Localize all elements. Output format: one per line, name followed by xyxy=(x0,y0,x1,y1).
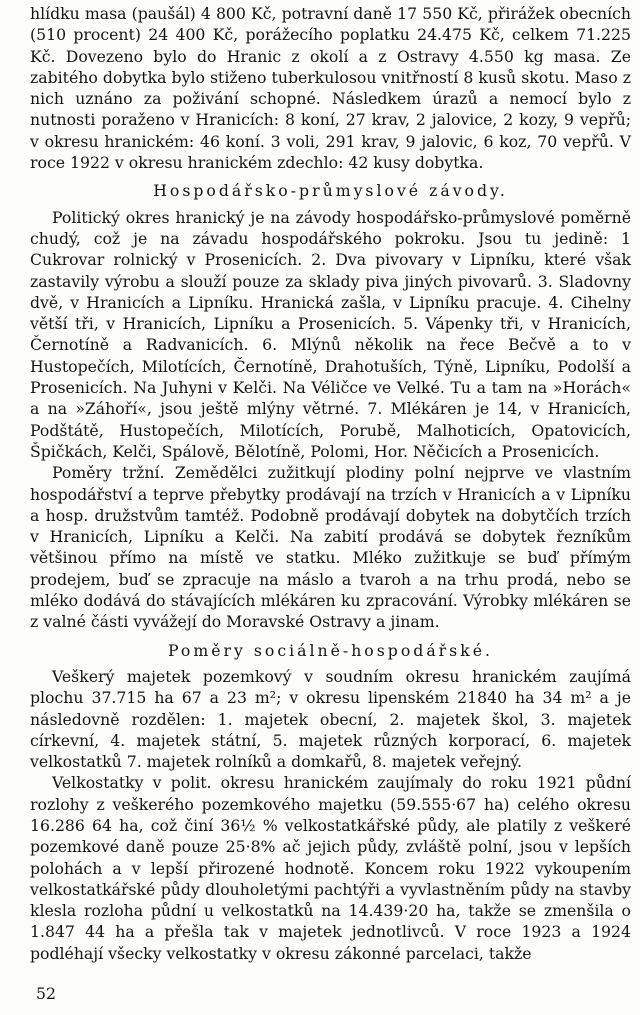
paragraph-industrial-plants: Politický okres hranický je na závody hospodářsko-průmyslové poměrně chudý, což je na závadu hospodářského pokroku. Jsou tu jedině: 1 Cukrovar rolnický v Prosenicích. 2. Dva pivovary v Lipníku, které však zastavily výrobu a slouží pouze za sklady piva jiných pivovarů. 3. Sladovny dvě, v Hranicích a Lipníku. Hranická zašla, v Lipníku pracuje. 4. Cihelny větší tři, v Hranicích, Lipníku a Prosenicích. 5. Vápenky tři, v Hranicích, Černotíně a Radvanicích. 6. Mlýnů několik na řece Bečvě a to v Hustopečích, Milotících, Černotíně, Drahotuších, Týně, Lipníku, Podolší a Prosenicích. Na Juhyni v Kelči. Na Véličce ve Velké. Tu a tam na »Horách« a na »Záhoří«, jsou ještě mlýny větrné. 7. Mlékáren je 14, v Hranicích, Podštátě, Hustopečích, Milotících, Porubě, Malhoticích, Opatovicích, Špičkách, Kelči, Spálově, Bělotíně, Polomi, Hor. Něčicích a Prosenicích. xyxy=(30,207,631,461)
heading-industrial-plants: Hospodářsko-průmyslové závody. xyxy=(153,181,508,201)
paragraph-large-estates: Velkostatky v polit. okresu hranickém zaujímaly do roku 1921 půdní rozlohy z veškerého pozemkového majetku (59.555·67 ha) celého okresu 16.286 64 ha, což činí 36½ % velkostatkářské půdy, ale platily z veškeré pozemkové daně pouze 25·8% ač jejich půdy, zvláště polní, jsou v lepších polohách a v lepší přirozené hodnotě. Koncem roku 1922 vykoupením velkostatkářské půdy dlouholetými pachtýři a vyvlastněním půdy na stavby klesla rozloha půdní u velkostatků na 14.439·20 ha, takže se zmenšila o 1.847 44 ha a přešla tak v majetek jednotlivců. V roce 1923 a 1924 podléhají všecky velkostatky v okresu zákonné parcelaci, takže xyxy=(30,773,631,963)
page-number: 52 xyxy=(36,984,56,1003)
paragraph-land-property: Veškerý majetek pozemkový v soudním okresu hranickém zaujímá plochu 37.715 ha 67 a 23 m²; v okresu lipenském 21840 ha 34 m² a je následovně rozdělen: 1. majetek obecní, 2. majetek škol, 3. majetek církevní, 4. majetek státní, 5. majetek různých korporací, 6. majetek velkostatků 7. majetek rolníků a domkařů, 8. majetek veřejný. xyxy=(30,666,631,772)
paragraph-market-conditions: Poměry tržní. Zemědělci zužitkují plodiny polní nejprve ve vlastním hospodářství a teprve přebytky prodávají na trzích v Hranicích a v Lipníku a hosp. družstvům tamtéž. Podobně prodávají dobytek na dobytčích trzích v Hranicích, Lipníku a Kelči. Na zabití prodává se dobytek řezníkům většinou přímo na místě ve statku. Mléko zužitkuje se buď přímým prodejem, buď se zpracuje na máslo a tvaroh a na trhu prodá, nebo se mléko dodává do stávajících mlékáren ku zpracování. Výrobky mlékáren se z valné části vyvážejí do Moravské Ostravy a jinam. xyxy=(30,463,631,632)
paragraph-meat-inspection: hlídku masa (paušál) 4 800 Kč, potravní daně 17 550 Kč, přirážek obecních (510 procent) 24 400 Kč, porážecího poplatku 24.475 Kč, celkem 71.225 Kč. Dovezeno bylo do Hranic z okolí a z Ostravy 4.550 kg masa. Ze zabitého dobytka bylo stiženo tuberkulosou vnitřností 8 kusů skotu. Maso z nich uznáno za poživání schopné. Následkem úrazů a nemocí bylo z nutnosti poraženo v Hranicích: 8 koní, 27 krav, 2 jalovice, 2 kozy, 9 vepřů; v okresu hranickém: 46 koní. 3 voli, 291 krav, 9 jalovic, 6 koz, 70 vepřů. V roce 1922 v okresu hranickém zdechlo: 42 kusy dobytka. xyxy=(30,4,631,173)
heading-socio-economic: Poměry sociálně-hospodářské. xyxy=(167,640,494,660)
page-body xyxy=(30,3,631,964)
